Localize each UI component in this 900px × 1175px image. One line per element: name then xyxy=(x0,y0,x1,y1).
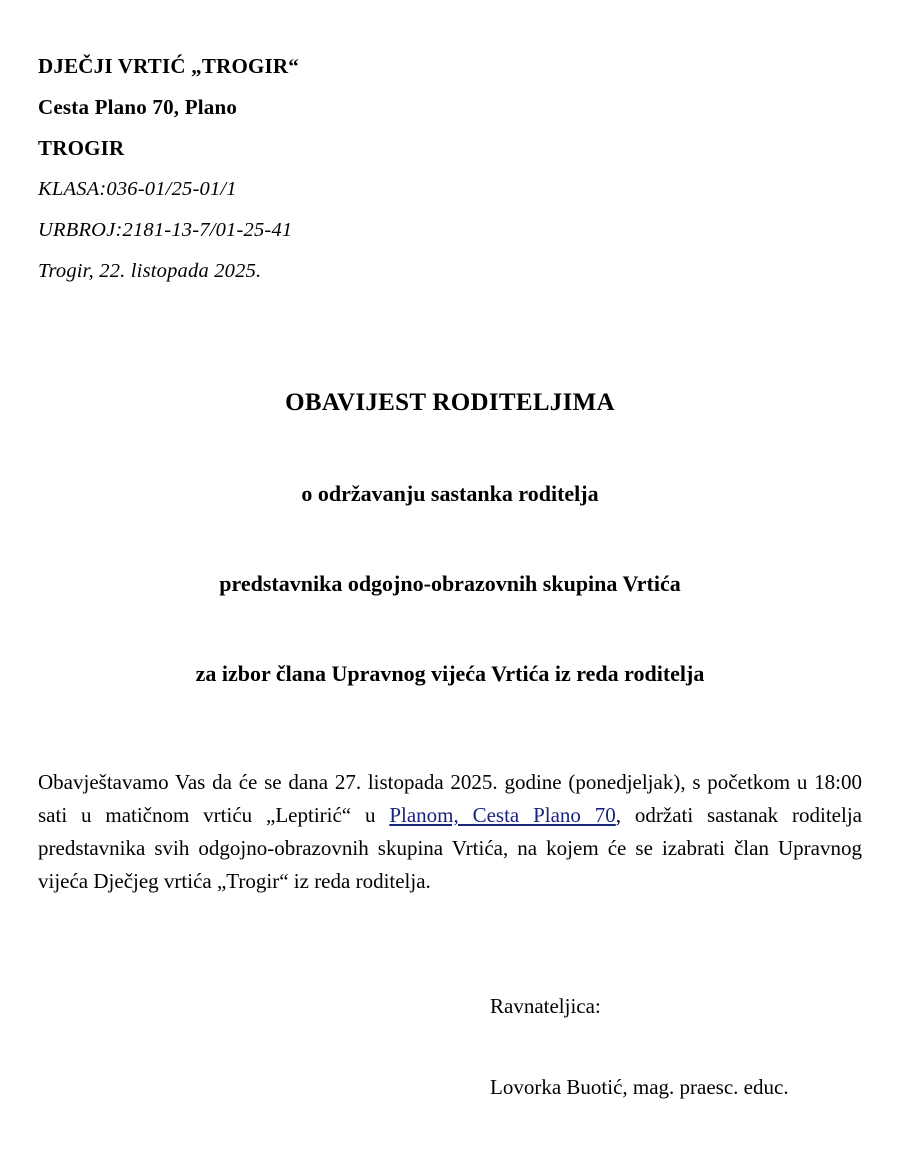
signature-block xyxy=(38,990,862,1104)
body-paragraph xyxy=(38,766,862,898)
location-link[interactable]: Planom, Cesta Plano 70 xyxy=(389,803,616,827)
klasa-reference: KLASA:036-01/25-01/1 xyxy=(38,178,237,200)
title-block xyxy=(38,388,862,688)
subtitle-line-3: za izbor člana Upravnog vijeća Vrtića iz reda roditelja xyxy=(195,661,705,686)
signature-role: Ravnateljica: xyxy=(490,994,601,1018)
subtitle-line-1: o održavanju sastanka roditelja xyxy=(301,481,599,506)
body-text xyxy=(38,766,862,898)
letterhead xyxy=(38,46,862,292)
urbroj-reference: URBROJ:2181-13-7/01-25-41 xyxy=(38,219,293,241)
signature-name: Lovorka Buotić, mag. praesc. educ. xyxy=(490,1075,789,1099)
subtitle-line-2: predstavnika odgojno-obrazovnih skupina Vrtića xyxy=(219,571,681,596)
page-title: OBAVIJEST RODITELJIMA xyxy=(285,389,615,416)
body-text-part-2: , održati sastanak roditelja predstavnika svih odgojno-obrazovnih skupina Vrtića, na kojem će se izabrati član Upravnog vijeća Dječjeg vrtića „Trogir“ iz reda roditelja. xyxy=(38,803,862,893)
institution-name: DJEČJI VRTIĆ „TROGIR“ xyxy=(38,54,299,78)
place-and-date: Trogir, 22. listopada 2025. xyxy=(38,260,262,282)
institution-city: TROGIR xyxy=(38,136,125,160)
institution-address: Cesta Plano 70, Plano xyxy=(38,95,238,119)
body-text-part-1: Obavještavamo Vas da će se dana 27. listopada 2025. godine (ponedjeljak), s početkom u 18:00 sati u matičnom vrtiću „Leptirić“ u xyxy=(38,770,862,827)
